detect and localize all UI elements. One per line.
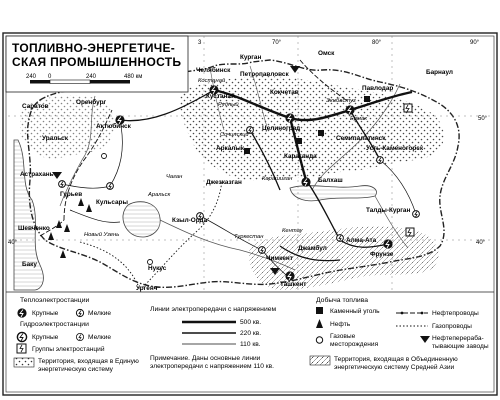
legend-refinery-1: Нефтеперераба-: [432, 335, 484, 342]
legend-hpp-group: Группы электростанций: [32, 346, 105, 353]
city-label: Курган: [240, 54, 262, 61]
legend-fuel-coal: Каменный уголь: [330, 308, 380, 315]
tpp-small-icon: [413, 211, 420, 218]
coal-icon: [316, 307, 323, 314]
legend-fuel-oil: Нефть: [330, 321, 351, 328]
city-label: Саратов: [22, 103, 49, 110]
tpp-large-icon: [17, 308, 26, 317]
city-label: Кульсары: [96, 199, 128, 206]
tpp-large-icon: [301, 177, 310, 186]
legend-refinery-2: тывающие заводы: [432, 343, 489, 350]
map-title-line1: ТОПЛИВНО-ЭНЕРГЕТИЧЕ-: [12, 41, 176, 55]
city-label: Карашиган: [262, 176, 293, 182]
degree-label: 3: [198, 40, 202, 46]
city-label: Сочинский: [220, 132, 249, 138]
scale-tick: 240: [26, 74, 37, 80]
city-label: Петропавловск: [240, 71, 289, 78]
city-label: Баку: [22, 261, 37, 268]
legend-oil-pipe: Нефтепроводы: [432, 310, 479, 317]
city-label: Экибастуз: [326, 98, 356, 104]
degree-label: 70°: [272, 40, 282, 46]
legend-fuel-gas-2: месторождения: [330, 341, 379, 348]
city-label: Оренбург: [76, 99, 107, 106]
tpp-small-icon: [377, 157, 384, 164]
city-label: Кокчетав: [270, 89, 299, 96]
tpp-small-icon: [76, 309, 83, 316]
city-label: Караганда: [284, 153, 317, 160]
tpp-large-icon: [285, 113, 294, 122]
city-label: Талды-Курган: [366, 207, 411, 214]
coal-icon: [364, 96, 370, 102]
legend-territory-ca-1: Территория, входящая в Объединенную: [334, 356, 458, 363]
tpp-small-icon: [59, 181, 66, 188]
tpp-small-icon: [107, 183, 114, 190]
coal-icon: [296, 138, 302, 144]
city-label: Павлодар: [362, 85, 394, 92]
city-label: Ургенч: [136, 285, 158, 292]
legend-lines-220: 220 кв.: [240, 330, 262, 337]
degree-label: 50°: [478, 116, 488, 122]
city-label: Джезказган: [206, 179, 242, 186]
legend-gas-pipe: Газопроводы: [432, 323, 472, 330]
legend-lines-500: 500 кв.: [240, 319, 262, 326]
tpp-small-icon: [259, 247, 266, 254]
city-label: Кзыл-Орда: [172, 217, 208, 224]
tpp-large-icon: [345, 105, 354, 114]
city-label: Костанай: [198, 78, 226, 84]
tpp-large-icon: [285, 271, 294, 280]
city-label: Семипалатинск: [336, 135, 386, 142]
city-label: Аральск: [148, 192, 171, 198]
title-box: [6, 36, 188, 92]
legend-lines-header: Линии электропередачи с напряжением: [150, 306, 277, 313]
city-label: Астрахань: [20, 171, 54, 178]
scale-tick: 0: [48, 74, 52, 80]
scale-tick: 480 км: [124, 74, 143, 80]
coal-icon: [318, 130, 324, 136]
city-label: Чаган: [166, 174, 183, 180]
degree-label: 90°: [470, 40, 480, 46]
tpp-small-icon: [337, 235, 344, 242]
legend-territory-unified-2: энергетическую систему: [38, 366, 113, 373]
legend-tpp-small: Мелкие: [88, 310, 112, 317]
city-label: Омск: [318, 50, 335, 57]
central-asia-territory-swatch: [310, 356, 330, 365]
legend-hpp-header: Гидроэлектростанции: [20, 321, 89, 328]
city-label: Кустанай: [206, 93, 235, 100]
city-label: Целиноград: [262, 125, 301, 132]
coal-icon: [244, 148, 250, 154]
city-label: Усть-Каменогорск: [366, 145, 424, 152]
hpp-group-icon: [17, 344, 26, 353]
scale-tick: 240: [86, 74, 97, 80]
city-label: Рудный: [218, 102, 239, 108]
degree-label: 40°: [8, 240, 18, 246]
legend-territory-ca-2: энергетическую систему Средней Азии: [334, 364, 455, 371]
city-label: Чимкент: [266, 255, 293, 262]
tpp-large-icon: [383, 239, 392, 248]
legend-note-1: Примечание. Даны основные линии: [150, 355, 261, 362]
legend-tpp-header: Теплоэлектростанции: [20, 297, 90, 304]
city-label: Нукус: [148, 265, 167, 272]
hpp-group-icon: [404, 104, 412, 112]
unified-territory-swatch: [14, 358, 34, 367]
legend-fuel-header: Добыча топлива: [316, 297, 369, 304]
legend-hpp-large: Крупные: [32, 334, 59, 341]
legend-tpp-large: Крупные: [32, 310, 59, 317]
legend-hpp-small: Мелкие: [88, 334, 112, 341]
city-label: Новый Узень: [84, 232, 120, 238]
map-title-line2: СКАЯ ПРОМЫШЛЕННОСТЬ: [12, 55, 182, 69]
legend-lines-110: 110 кв.: [240, 341, 261, 348]
city-label: Челябинск: [196, 67, 231, 74]
city-label: Барнаул: [426, 69, 453, 76]
city-label: Уральск: [42, 135, 68, 142]
city-label: Джамбул: [298, 245, 327, 252]
city-label: Ермак: [350, 116, 367, 122]
hpp-small-icon: [76, 333, 83, 340]
legend-territory-unified-1: Территория, входящая в Единую: [38, 358, 139, 365]
city-label: Балхаш: [318, 177, 343, 184]
hpp-large-icon: [17, 332, 26, 341]
city-label: Фрунзе: [370, 251, 394, 258]
aral-sea: [123, 202, 160, 237]
city-label: Алма-Ата: [346, 237, 377, 244]
city-label: Аркалык: [216, 145, 244, 152]
hpp-group-icon: [406, 228, 414, 236]
city-label: Кентау: [282, 228, 303, 234]
degree-label: 40°: [476, 240, 486, 246]
city-label: Актюбинск: [96, 123, 131, 130]
legend-fuel-gas-1: Газовые: [330, 333, 356, 340]
city-label: Ташкент: [280, 281, 307, 288]
degree-label: 80°: [372, 40, 382, 46]
city-label: Туркестан: [234, 234, 264, 240]
legend-note-2: электропередачи с напряжением 110 кв.: [150, 363, 274, 370]
city-label: Гурьев: [60, 191, 83, 198]
city-label: Шевченко: [18, 225, 50, 232]
